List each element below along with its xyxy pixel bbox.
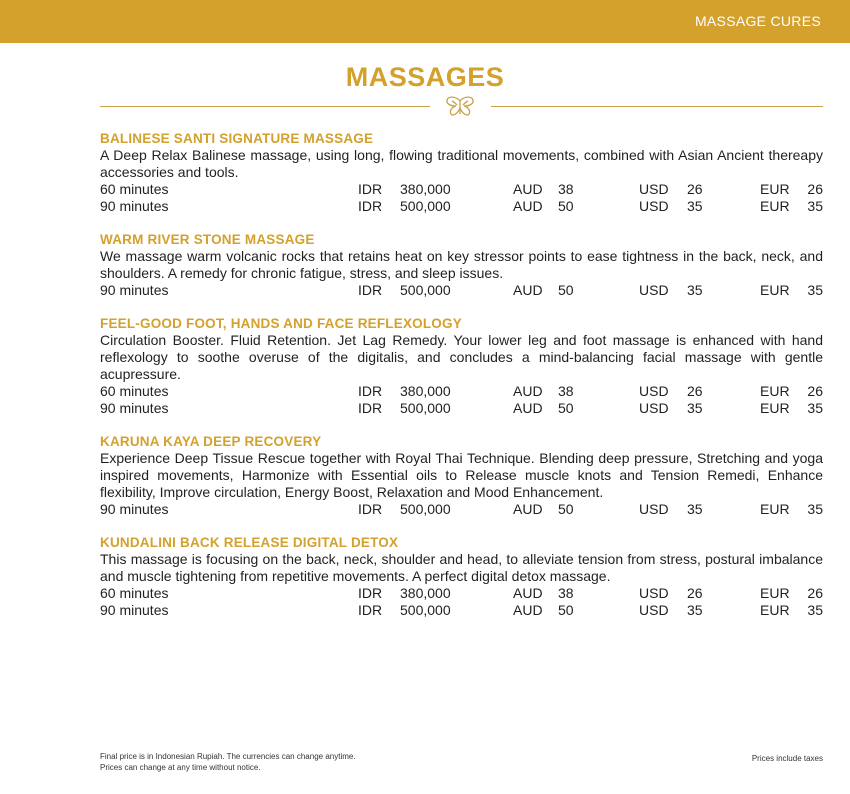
currency-usd-label: USD [639,282,669,298]
price-aud: 50 [558,501,574,517]
currency-eur-label: EUR [760,181,790,197]
price-row [100,585,823,602]
price-eur: 26 [807,181,823,197]
currency-idr-label: IDR [358,602,383,618]
currency-aud-label: AUD [513,501,543,517]
duration-label: 60 minutes [100,181,169,197]
price-usd: 35 [687,282,703,298]
massage-description: A Deep Relax Balinese massage, using long, flowing traditional movements, combined with Asian Ancient thereapy accessories and tools. [100,147,823,180]
currency-usd-label: USD [639,383,669,399]
price-row [100,602,823,619]
price-idr: 380,000 [400,383,451,399]
duration-label: 90 minutes [100,501,169,517]
price-eur: 35 [807,198,823,214]
duration-label: 60 minutes [100,383,169,399]
footer-note-currency: Final price is in Indonesian Rupiah. The currencies can change anytime. [100,752,356,761]
price-eur: 35 [807,501,823,517]
duration-label: 90 minutes [100,282,169,298]
currency-idr-label: IDR [358,585,383,601]
price-idr: 500,000 [400,602,451,618]
currency-idr-label: IDR [358,383,383,399]
massage-item [100,315,823,417]
price-row [100,181,823,198]
price-usd: 26 [687,383,703,399]
currency-idr-label: IDR [358,181,383,197]
massage-title: KUNDALINI BACK RELEASE DIGITAL DETOX [100,535,399,550]
price-usd: 35 [687,198,703,214]
currency-aud-label: AUD [513,400,543,416]
massage-description: Circulation Booster. Fluid Retention. Jet Lag Remedy. Your lower leg and foot massage is enhanced with hand reflexology to soothe overuse of the digitalis, and concludes a mind-balancing facial massage with gentle acupressure. [100,332,823,382]
duration-label: 90 minutes [100,602,169,618]
price-aud: 50 [558,602,574,618]
massage-item [100,231,823,299]
currency-aud-label: AUD [513,181,543,197]
currency-aud-label: AUD [513,282,543,298]
price-aud: 50 [558,198,574,214]
price-aud: 50 [558,400,574,416]
currency-eur-label: EUR [760,383,790,399]
price-usd: 35 [687,501,703,517]
massage-item [100,534,823,619]
divider-line-right [491,106,823,107]
price-row [100,501,823,518]
currency-usd-label: USD [639,501,669,517]
currency-eur-label: EUR [760,602,790,618]
price-usd: 35 [687,602,703,618]
price-row [100,198,823,215]
massage-description: This massage is focusing on the back, neck, shoulder and head, to alleviate tension from stress, postural imbalance and muscle tightening from repetitive movements. A perfect digital detox massage. [100,551,823,584]
massage-description: Experience Deep Tissue Rescue together with Royal Thai Technique. Blending deep pressure, Stretching and yoga inspired movements, Harmonize with Essential oils to Release muscle knots and Tension Remedi, Enhance flexibility, Improve circulation, Energy Boost, Relaxation and Mood Enhancement. [100,450,823,500]
price-eur: 26 [807,585,823,601]
currency-usd-label: USD [639,198,669,214]
price-idr: 500,000 [400,198,451,214]
massage-title: KARUNA KAYA DEEP RECOVERY [100,434,322,449]
footer-notes [100,751,356,773]
price-row [100,400,823,417]
price-usd: 26 [687,585,703,601]
price-idr: 380,000 [400,585,451,601]
massage-title: WARM RIVER STONE MASSAGE [100,232,315,247]
currency-idr-label: IDR [358,501,383,517]
currency-eur-label: EUR [760,501,790,517]
massage-list [100,130,823,635]
currency-usd-label: USD [639,400,669,416]
currency-idr-label: IDR [358,400,383,416]
price-idr: 380,000 [400,181,451,197]
currency-eur-label: EUR [760,400,790,416]
currency-aud-label: AUD [513,602,543,618]
massage-description: We massage warm volcanic rocks that retains heat on key stressor points to ease tightness in the back, neck, and shoulders. A remedy for chronic fatigue, stress, and sleep issues. [100,248,823,281]
price-eur: 35 [807,602,823,618]
price-usd: 35 [687,400,703,416]
price-aud: 38 [558,181,574,197]
massage-item [100,130,823,215]
currency-idr-label: IDR [358,198,383,214]
price-aud: 38 [558,383,574,399]
currency-usd-label: USD [639,585,669,601]
price-idr: 500,000 [400,501,451,517]
currency-eur-label: EUR [760,585,790,601]
footer-note-notice: Prices can change at any time without notice. [100,763,261,772]
price-usd: 26 [687,181,703,197]
currency-aud-label: AUD [513,585,543,601]
page-title: MASSAGES [345,62,505,92]
price-row [100,282,823,299]
price-idr: 500,000 [400,400,451,416]
price-idr: 500,000 [400,282,451,298]
currency-eur-label: EUR [760,198,790,214]
price-eur: 35 [807,282,823,298]
header-bar [0,0,850,43]
price-eur: 26 [807,383,823,399]
duration-label: 60 minutes [100,585,169,601]
footer-taxes-note: Prices include taxes [751,754,823,763]
price-eur: 35 [807,400,823,416]
price-aud: 50 [558,282,574,298]
currency-eur-label: EUR [760,282,790,298]
divider-line-left [100,106,430,107]
title-divider [100,96,823,118]
currency-aud-label: AUD [513,383,543,399]
price-aud: 38 [558,585,574,601]
currency-usd-label: USD [639,602,669,618]
section-label: MASSAGE CURES [694,13,821,29]
duration-label: 90 minutes [100,400,169,416]
massage-item [100,433,823,518]
currency-idr-label: IDR [358,282,383,298]
butterfly-ornament-icon [443,95,477,119]
massage-title: BALINESE SANTI SIGNATURE MASSAGE [100,131,374,146]
currency-aud-label: AUD [513,198,543,214]
currency-usd-label: USD [639,181,669,197]
duration-label: 90 minutes [100,198,169,214]
price-row [100,383,823,400]
massage-title: FEEL-GOOD FOOT, HANDS AND FACE REFLEXOLOGY [100,316,462,331]
